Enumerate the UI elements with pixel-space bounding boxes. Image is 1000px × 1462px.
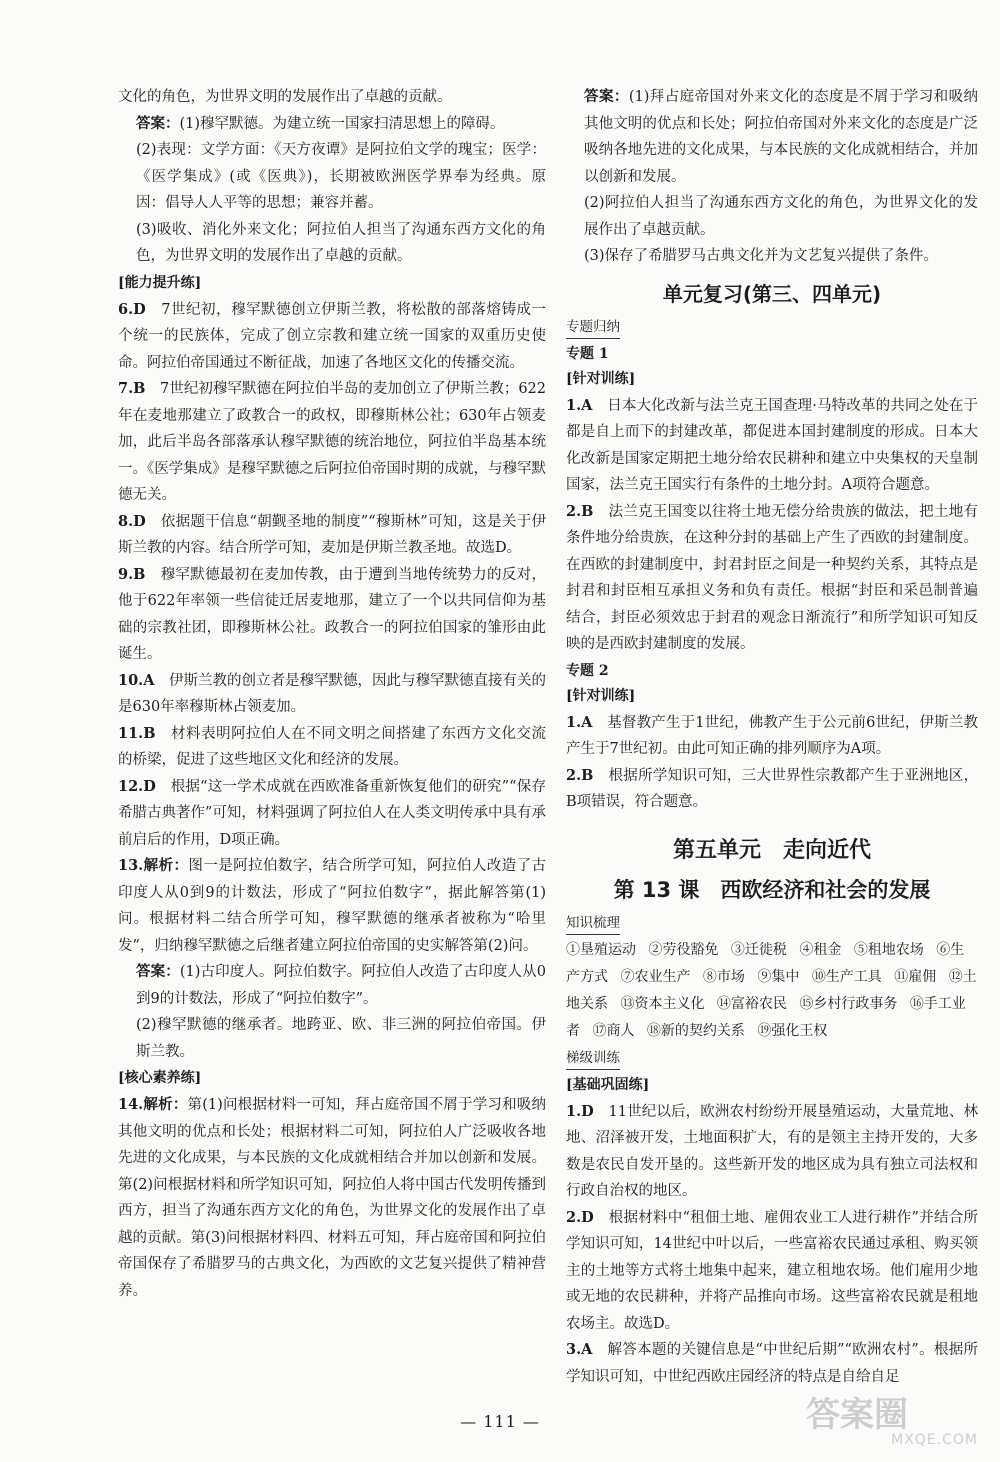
q14-answer-3: (3)保存了希腊罗马古典文化并为文艺复兴提供了条件。	[584, 248, 939, 264]
topic2-question-2: 2.B 根据所学知识可知，三大世界性宗教都产生于亚洲地区，B项错误，符合题意。	[566, 766, 979, 810]
keyword-item: ②劳役豁免	[648, 941, 719, 958]
intro-text: 文化的角色，为世界文明的发展作出了卓越的贡献。	[118, 89, 452, 105]
keyword-list	[566, 937, 978, 1045]
lesson-13-title: 第 13 课 西欧经济和社会的发展	[613, 877, 931, 902]
question-7: 7.B 7世纪初穆罕默德在阿拉伯半岛的麦加创立了伊斯兰教；622年在麦地那建立了政教合一的政权，即穆斯林公社；630年占领麦加，此后半岛各部落承认穆罕默德的统治地位，阿拉伯半岛基本统一。《医学集成》是穆罕默德之后阿拉伯帝国时期的成就，与穆罕默德无关。	[118, 380, 546, 503]
keyword-item: ⑫土地关系	[566, 968, 977, 1012]
question-11: 11.B 材料表明阿拉伯人在不同文明之间搭建了东西方文化交流的桥梁，促进了这些地区文化和经济的发展。	[118, 724, 547, 768]
answer-3: (3)吸收、消化外来文化；阿拉伯人担当了沟通东西方文化的角色，为世界文明的发展作出了卓越的贡献。	[136, 221, 546, 264]
question-13-answer-1: 答案：(1)古印度人。阿拉伯数字。阿拉伯人改造了古印度人从0到9的计数法，形成了“阿拉伯数字”。	[136, 963, 546, 1007]
topic1-question-1: 1.A 日本大化改新与法兰克王国查理·马特改革的共同之处在于都是自上而下的封建改革，都促进本国封建制度的形成。日本大化改新是国家定期把土地分给农民耕种和建立中央集权的天皇制国家，法兰克王国实行有条件的土地分封。A项符合题意。	[566, 396, 978, 493]
section-ability: [能力提升练]	[118, 274, 202, 291]
page-number: — 111 —	[460, 1412, 540, 1431]
keyword-item: ⑬资本主义化	[620, 995, 705, 1012]
keyword-item: ⑥生产方式	[566, 941, 965, 985]
keyword-item: ⑪雇佣	[894, 968, 937, 985]
basic-question-3: 3.A 解答本题的关键信息是“中世纪后期”“欧洲农村”。根据所学知识可知，中世纪西欧庄园经济的特点是自给自足	[566, 1341, 978, 1385]
question-6: 6.D 7世纪初，穆罕默德创立伊斯兰教，将松散的部落熔铸成一个统一的民族体，完成了创立宗教和建立统一国家的双重历史使命。阿拉伯帝国通过不断征战，加速了各地区文化的传播交流。	[118, 300, 546, 371]
section-core: [核心素养练]	[118, 1070, 202, 1086]
unit-review-title: 单元复习(第三、四单元)	[662, 281, 882, 306]
watermark-logo: 答案圈	[806, 1395, 908, 1435]
basic-question-1: 1.D 11世纪以后，欧洲农村纷纷开展垦殖运动，大量荒地、林地、沼泽被开发，土地面积扩大，有的是领主主持开发的，大多数是农民自发开垦的。这些新开发的地区成为具有独立司法权和行政自治权的地区。	[566, 1102, 979, 1199]
answer-2: (2)表现：文学方面：《天方夜谭》是阿拉伯文学的瑰宝；医学：《医学集成》(或《医典》)，长期被欧洲医学界奉为经典。原因：倡导人人平等的思想；兼容并蓄。	[136, 142, 546, 211]
q14-answer-2: (2)阿拉伯人担当了沟通东西方文化的角色，为世界文化的发展作出了卓越贡献。	[584, 195, 978, 238]
keyword-item: ⑮乡村行政事务	[799, 995, 898, 1012]
question-10: 10.A 伊斯兰教的创立者是穆罕默德，因此与穆罕默德直接有关的是630年率穆斯林占领麦加。	[118, 671, 547, 715]
watermark	[806, 1395, 978, 1450]
unit-5-title: 第五单元 走向近代	[672, 837, 871, 863]
keyword-item: ⑰商人	[592, 1022, 635, 1039]
topic-1-heading: 专题 1	[566, 345, 609, 362]
question-13: 13.解析：图一是阿拉伯数字，结合所学可知，阿拉伯人改造了古印度人从0到9的计数法，形成了“阿拉伯数字”，据此解答第(1)问。根据材料二结合所学可知，穆罕默德的继承者被称为“哈里发”，归纳穆罕默德之后继者建立阿拉伯帝国的史实解答第(2)问。	[118, 857, 547, 954]
topic-summary-heading: 专题归纳	[566, 316, 620, 339]
keyword-item: ⑩生产工具	[811, 968, 882, 985]
keyword-item: ⑨集中	[757, 968, 800, 985]
keyword-item: ③迁徙税	[730, 941, 787, 958]
keyword-item: ⑧市场	[702, 968, 745, 985]
watermark-url: MXQE.COM	[891, 1432, 978, 1448]
topic1-question-2: 2.B 法兰克王国变以往将土地无偿分给贵族的做法，把土地有条件地分给贵族，在这种分封的基础上产生了西欧的封建制度。在西欧的封建制度中，封君封臣之间是一种契约关系，其特点是封君和封臣相互承担义务和负有责任。根据“封臣和采邑制普遍结合，封臣必须效忠于封君的观念日渐流行”和所学知识可知反映的是西欧封建制度的发展。	[566, 502, 979, 652]
keyword-item: ⑦农业生产	[620, 968, 691, 985]
question-13-answer-2: (2)穆罕默德的继承者。地跨亚、欧、非三洲的阿拉伯帝国。伊斯兰教。	[136, 1017, 546, 1060]
q14-answer-1: 答案：(1)拜占庭帝国对外来文化的态度是不屑于学习和吸纳其他文明的优点和长处；阿拉伯帝国对外来文化的态度是广泛吸纳各地先进的文化成果，与本民族的文化成就相结合，并加以创新和发展。	[584, 88, 979, 185]
question-9: 9.B 穆罕默德最初在麦加传教，由于遭到当地传统势力的反对，他于622年率领一些信徒迁居麦地那，建立了一个以共同信仰为基础的宗教社团，即穆斯林公社。政教合一的阿拉伯国家的雏形由此诞生。	[118, 565, 547, 662]
question-12: 12.D 根据“这一学术成就在西欧准备重新恢复他们的研究”“保存希腊古典著作”可知，材料强调了阿拉伯人在人类文明传承中具有承前启后的作用，D项正确。	[118, 777, 546, 848]
topic-2-heading: 专题 2	[566, 662, 609, 679]
keyword-item: ⑯手工业者	[566, 995, 966, 1039]
question-8: 8.D 依据题干信息“朝觐圣地的制度”“穆斯林”可知，这是关于伊斯兰教的内容。结合所学可知，麦加是伊斯兰教圣地。故选D。	[118, 512, 547, 556]
left-column	[118, 84, 546, 1304]
basic-consolidation-heading: [基础巩固练]	[566, 1076, 650, 1093]
knowledge-section-heading: 知识梳理	[566, 912, 620, 935]
keyword-item: ⑲强化王权	[757, 1022, 828, 1039]
keyword-item: ⑭富裕农民	[716, 995, 787, 1012]
answer-1: 答案：(1)穆罕默德。为建立统一国家扫清思想上的障碍。	[136, 114, 505, 132]
targeted-training-2: [针对训练]	[566, 687, 636, 704]
basic-question-2: 2.D 根据材料中“租佃土地、雇佣农业工人进行耕作”并结合所学知识可知，14世纪中叶以后，一些富裕农民通过承租、购买领主的土地等方式将土地集中起来，建立租地农场。他们雇用少地或无地的农民耕种，并将产品推向市场。这些富裕农民就是租地农场主。故选D。	[566, 1208, 978, 1332]
keyword-item: ⑱新的契约关系	[646, 1022, 745, 1039]
targeted-training-1: [针对训练]	[566, 370, 636, 387]
keyword-item: ④租金	[799, 941, 842, 958]
answer-label: 答案：	[136, 114, 180, 132]
topic2-question-1: 1.A 基督教产生于1世纪，佛教产生于公元前6世纪，伊斯兰教产生于7世纪初。由此可知正确的排列顺序为A项。	[566, 713, 979, 757]
question-14: 14.解析：第(1)问根据材料一可知，拜占庭帝国不屑于学习和吸纳其他文明的优点和长处；根据材料二可知，阿拉伯人广泛吸收各地先进的文化成果，与本民族的文化成就相结合并加以创新和发展。第(2)问根据材料和所学知识可知，阿拉伯人将中国古代发明传播到西方，担当了沟通东西方文化的角色，为世界文化的发展作出了卓越的贡献。第(3)问根据材料四、材料五可知，拜占庭帝国和阿拉伯帝国保存了希腊罗马的古典文化，为西欧的文艺复兴提供了精神营养。	[118, 1096, 546, 1299]
keyword-item: ⑤租地农场	[853, 941, 924, 958]
right-column	[566, 84, 978, 1390]
graded-training-heading: 梯级训练	[566, 1047, 620, 1070]
keyword-item: ①垦殖运动	[566, 941, 636, 958]
